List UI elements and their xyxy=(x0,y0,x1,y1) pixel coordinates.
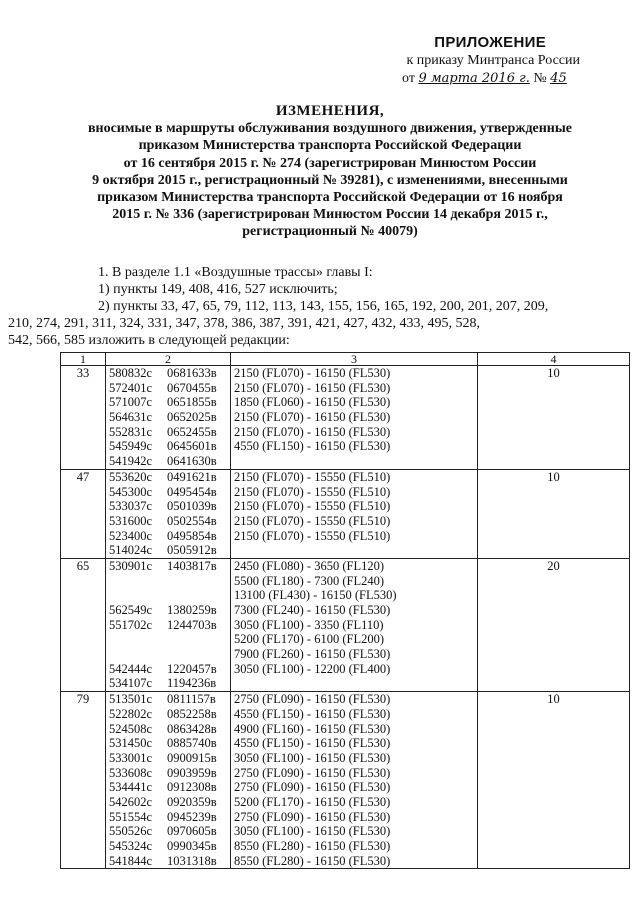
latitude-value: 534441с xyxy=(109,780,153,795)
points-cell xyxy=(106,692,231,869)
point-line xyxy=(109,751,227,766)
latitude-value: 533001с xyxy=(109,750,153,765)
subitem-2-cont: 542, 566, 585 изложить в следующей редакции: xyxy=(8,333,290,348)
levels-cell xyxy=(231,558,478,691)
flight-level-range: 4550 (FL150) - 16150 (FL530) xyxy=(234,706,391,721)
latitude-value: 541942с xyxy=(109,454,153,469)
latitude-value: 542602с xyxy=(109,794,153,809)
longitude-value: 1220457в xyxy=(167,661,217,676)
latitude-value: 524508с xyxy=(109,721,153,736)
longitude-value: 0495454в xyxy=(167,484,217,499)
subitem-2-cont: 210, 274, 291, 311, 324, 331, 347, 378, 386, 387, 391, 421, 427, 432, 433, 495, 528, xyxy=(8,316,480,331)
table-row xyxy=(61,692,630,869)
handwritten-number: 45 xyxy=(550,71,567,86)
longitude-value: 0501039в xyxy=(167,499,217,514)
flight-level-range: 2450 (FL080) - 3650 (FL120) xyxy=(234,558,384,573)
longitude-value: 0651855в xyxy=(167,395,217,410)
latitude-value: 545300с xyxy=(109,484,153,499)
column-header: 1 xyxy=(61,353,106,366)
document-title xyxy=(40,103,620,241)
point-line xyxy=(109,647,227,662)
point-line xyxy=(109,425,227,440)
title-line: вносимые в маршруты обслуживания воздушного движения, утвержденные xyxy=(87,121,573,137)
point-line xyxy=(109,381,227,396)
width-cell: 20 xyxy=(478,558,630,691)
point-line xyxy=(109,824,227,839)
flight-level-range: 1850 (FL060) - 16150 (FL530) xyxy=(234,395,391,410)
flight-level-range: 5200 (FL170) - 6100 (FL200) xyxy=(234,632,384,647)
point-line xyxy=(109,632,227,647)
point-line xyxy=(109,810,227,825)
appendix-order-line: к приказу Минтранса России xyxy=(406,53,580,68)
latitude-value: 580832с xyxy=(109,366,153,380)
flight-level-range: 2750 (FL090) - 16150 (FL530) xyxy=(234,780,391,795)
point-line xyxy=(109,707,227,722)
latitude-value xyxy=(109,574,167,589)
point-line xyxy=(109,366,227,381)
flight-level-range: 2150 (FL070) - 16150 (FL530) xyxy=(234,380,391,395)
title-line: от 16 сентября 2015 г. № 274 (зарегистрирован Минюстом России xyxy=(123,155,537,171)
longitude-value: 0863428в xyxy=(167,721,217,736)
flight-level-range: 3050 (FL100) - 16150 (FL530) xyxy=(234,750,391,765)
longitude-value: 1244703в xyxy=(167,617,217,632)
point-line xyxy=(109,470,227,485)
appendix-date-line xyxy=(402,71,610,87)
flight-level-range xyxy=(234,454,474,469)
table-body xyxy=(61,366,630,869)
longitude-value: 0920359в xyxy=(167,794,217,809)
latitude-value: 545324с xyxy=(109,839,153,853)
width-cell: 10 xyxy=(478,692,630,869)
latitude-value: 531450с xyxy=(109,736,153,751)
longitude-value: 0670455в xyxy=(167,380,217,395)
latitude-value: 545949с xyxy=(109,439,153,454)
appendix-heading: ПРИЛОЖЕНИЕ xyxy=(434,34,546,51)
longitude-value: 0903959в xyxy=(167,765,217,780)
flight-level-range: 2150 (FL070) - 15550 (FL510) xyxy=(234,513,391,528)
longitude-value: 1194236в xyxy=(167,676,217,691)
route-number-cell: 47 xyxy=(61,469,106,558)
flight-level-range: 2150 (FL070) - 15550 (FL510) xyxy=(234,469,391,484)
longitude-value: 0885740в xyxy=(167,736,217,751)
latitude-value xyxy=(109,647,167,662)
longitude-value: 0990345в xyxy=(167,839,217,853)
title-main: ИЗМЕНЕНИЯ, xyxy=(275,103,385,119)
flight-level-range: 13100 (FL430) - 16150 (FL530) xyxy=(234,588,397,603)
point-line xyxy=(109,499,227,514)
table-row xyxy=(61,469,630,558)
longitude-value: 0502554в xyxy=(167,513,217,528)
longitude-value: 1031318в xyxy=(167,853,217,868)
point-line xyxy=(109,676,227,691)
point-line xyxy=(109,529,227,544)
flight-level-range: 7300 (FL240) - 16150 (FL530) xyxy=(234,603,391,617)
longitude-value: 0495854в xyxy=(167,528,217,543)
flight-level-range: 2750 (FL090) - 16150 (FL530) xyxy=(234,765,391,780)
point-line xyxy=(109,559,227,574)
latitude-value: 562549с xyxy=(109,603,153,617)
point-line xyxy=(109,439,227,454)
table-row xyxy=(61,558,630,691)
longitude-value: 0505912в xyxy=(167,543,217,558)
routes-table xyxy=(60,352,630,869)
latitude-value: 523400с xyxy=(109,528,153,543)
longitude-value: 0491621в xyxy=(167,469,217,484)
latitude-value xyxy=(109,588,167,603)
flight-level-range: 2150 (FL070) - 15550 (FL510) xyxy=(234,484,391,499)
title-line: приказом Министерства транспорта Российской Федерации от 16 ноября xyxy=(97,190,563,206)
point-line xyxy=(109,662,227,677)
column-header: 4 xyxy=(478,353,630,366)
latitude-value: 514024с xyxy=(109,543,153,558)
latitude-value: 531600с xyxy=(109,513,153,528)
latitude-value: 572401с xyxy=(109,380,153,395)
longitude-value: 0652025в xyxy=(167,410,217,425)
levels-cell xyxy=(231,366,478,470)
latitude-value: 551554с xyxy=(109,809,153,824)
flight-level-range: 8550 (FL280) - 16150 (FL530) xyxy=(234,839,391,853)
table-header-row xyxy=(61,353,630,366)
latitude-value: 533037с xyxy=(109,499,153,514)
latitude-value xyxy=(109,632,167,647)
flight-level-range: 2150 (FL070) - 16150 (FL530) xyxy=(234,366,391,380)
table-row xyxy=(61,366,630,470)
intro-text xyxy=(8,264,632,349)
latitude-value: 542444с xyxy=(109,661,153,676)
point-line xyxy=(109,410,227,425)
longitude-value: 0970605в xyxy=(167,824,217,839)
latitude-value: 550526с xyxy=(109,824,153,839)
point-line xyxy=(109,395,227,410)
subitem-2: 2) пункты 33, 47, 65, 79, 112, 113, 143, 155, 156, 165, 192, 200, 201, 207, 209, xyxy=(98,299,549,314)
number-sign: № xyxy=(533,71,547,86)
flight-level-range: 7900 (FL260) - 16150 (FL530) xyxy=(234,647,391,662)
latitude-value: 541844с xyxy=(109,853,153,868)
point-line xyxy=(109,780,227,795)
longitude-value: 0852258в xyxy=(167,706,217,721)
point-line xyxy=(109,722,227,737)
flight-level-range xyxy=(234,543,474,558)
flight-level-range: 2150 (FL070) - 15550 (FL510) xyxy=(234,499,391,514)
latitude-value: 530901с xyxy=(109,558,153,573)
route-number-cell: 33 xyxy=(61,366,106,470)
latitude-value: 553620с xyxy=(109,469,153,484)
points-cell xyxy=(106,366,231,470)
point-line xyxy=(109,514,227,529)
points-cell xyxy=(106,558,231,691)
flight-level-range: 5500 (FL180) - 7300 (FL240) xyxy=(234,573,384,588)
flight-level-range: 4550 (FL150) - 16150 (FL530) xyxy=(234,736,391,751)
point-line xyxy=(109,588,227,603)
latitude-value: 513501с xyxy=(109,692,153,707)
title-line: приказом Министерства транспорта Российской Федерации xyxy=(138,138,522,154)
flight-level-range: 4900 (FL160) - 16150 (FL530) xyxy=(234,721,391,736)
longitude-value: 0652455в xyxy=(167,424,217,439)
width-cell: 10 xyxy=(478,469,630,558)
flight-level-range: 5200 (FL170) - 16150 (FL530) xyxy=(234,794,391,809)
flight-level-range: 2150 (FL070) - 16150 (FL530) xyxy=(234,410,391,425)
point-line xyxy=(109,736,227,751)
item-1: 1. В разделе 1.1 «Воздушные трассы» главы I: xyxy=(98,265,373,280)
title-line: регистрационный № 40079) xyxy=(242,224,418,240)
flight-level-range: 2150 (FL070) - 15550 (FL510) xyxy=(234,528,391,543)
width-cell: 10 xyxy=(478,366,630,470)
point-line xyxy=(109,454,227,469)
levels-cell xyxy=(231,469,478,558)
latitude-value: 533608с xyxy=(109,765,153,780)
point-line xyxy=(109,692,227,707)
longitude-value: 0912308в xyxy=(167,780,217,795)
route-number-cell: 65 xyxy=(61,558,106,691)
point-line xyxy=(109,766,227,781)
point-line xyxy=(109,854,227,869)
latitude-value: 564631с xyxy=(109,410,153,425)
appendix-block xyxy=(390,34,610,87)
longitude-value: 0645601в xyxy=(167,439,217,454)
title-line: 9 октября 2015 г., регистрационный № 39281), с изменениями, внесенными xyxy=(92,172,568,188)
longitude-value: 0811157в xyxy=(167,692,216,707)
subitem-1: 1) пункты 149, 408, 416, 527 исключить; xyxy=(98,282,338,297)
point-line xyxy=(109,618,227,633)
column-header: 2 xyxy=(106,353,231,366)
longitude-value: 0900915в xyxy=(167,750,217,765)
point-line xyxy=(109,795,227,810)
date-prefix: от xyxy=(402,71,415,86)
route-number-cell: 79 xyxy=(61,692,106,869)
flight-level-range: 3050 (FL100) - 16150 (FL530) xyxy=(234,824,391,839)
longitude-value: 1403817в xyxy=(167,558,217,573)
longitude-value: 1380259в xyxy=(167,603,217,617)
flight-level-range: 2750 (FL090) - 16150 (FL530) xyxy=(234,692,391,707)
flight-level-range: 3050 (FL100) - 12200 (FL400) xyxy=(234,661,391,676)
latitude-value: 552831с xyxy=(109,424,153,439)
handwritten-date: 9 марта 2016 г. xyxy=(418,71,530,86)
points-cell xyxy=(106,469,231,558)
levels-cell xyxy=(231,692,478,869)
point-line xyxy=(109,839,227,854)
column-header: 3 xyxy=(231,353,478,366)
latitude-value: 522802с xyxy=(109,706,153,721)
flight-level-range xyxy=(234,676,474,691)
longitude-value: 0945239в xyxy=(167,809,217,824)
longitude-value: 0681633в xyxy=(167,366,217,380)
point-line xyxy=(109,485,227,500)
latitude-value: 551702с xyxy=(109,617,153,632)
flight-level-range: 3050 (FL100) - 3350 (FL110) xyxy=(234,617,384,632)
title-line: 2015 г. № 336 (зарегистрирован Минюстом России 14 декабря 2015 г., xyxy=(112,207,548,223)
flight-level-range: 2150 (FL070) - 16150 (FL530) xyxy=(234,424,391,439)
latitude-value: 571007с xyxy=(109,395,153,410)
point-line xyxy=(109,543,227,558)
flight-level-range: 2750 (FL090) - 16150 (FL530) xyxy=(234,809,391,824)
point-line xyxy=(109,603,227,618)
latitude-value: 534107с xyxy=(109,676,153,691)
flight-level-range: 4550 (FL150) - 16150 (FL530) xyxy=(234,439,391,454)
longitude-value: 0641630в xyxy=(167,454,217,469)
point-line xyxy=(109,574,227,589)
flight-level-range: 8550 (FL280) - 16150 (FL530) xyxy=(234,853,391,868)
